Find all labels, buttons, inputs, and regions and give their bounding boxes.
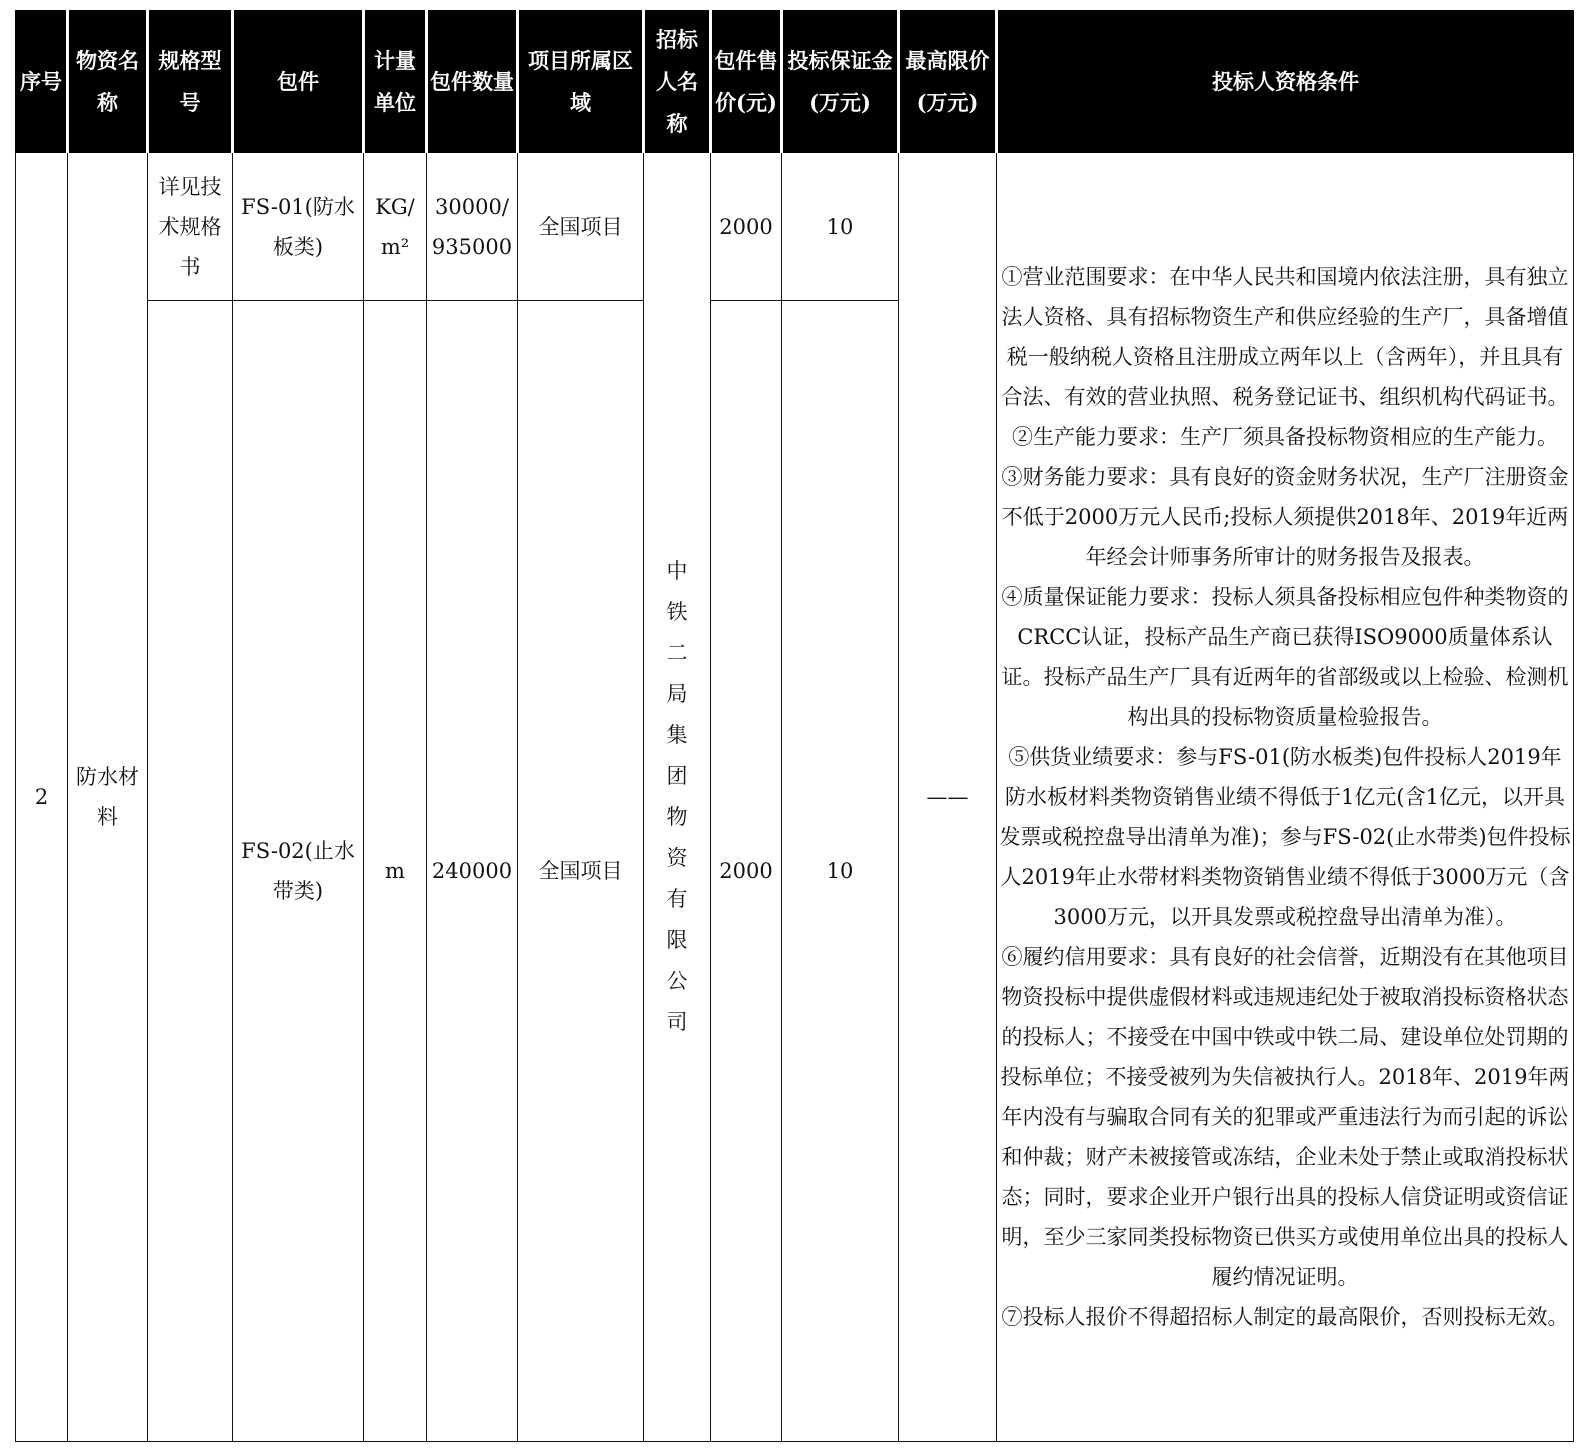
cell-name: 防水材料 (68, 153, 148, 1442)
qualification-item: ⑦投标人报价不得超招标人制定的最高限价，否则投标无效。 (1001, 1305, 1569, 1329)
cell-deposit-1: 10 (782, 153, 899, 301)
cell-region-1: 全国项目 (518, 153, 644, 301)
qualification-item: ④质量保证能力要求：投标人须具备投标相应包件种类物资的CRCC认证，投标产品生产商已获得ISO9000质量体系认证。投标产品生产厂具有近两年的省部级或以上检验、检测机构出具的投标物资质量检验报告。 (1001, 585, 1569, 729)
qualification-item: ⑤供货业绩要求：参与FS-01(防水板类)包件投标人2019年防水板材料类物资销售业绩不得低于1亿元(含1亿元，以开具发票或税控盘导出清单为准)；参与FS-02(止水带类)包件投标人2019年止水带材料类物资销售业绩不得低于3000万元（含3000万元，以开具发票或税控盘导出清单为准）。 (999, 745, 1571, 929)
header-seq: 序号 (16, 11, 68, 153)
cell-maxprice: —— (899, 153, 997, 1442)
header-deposit: 投标保证金(万元) (782, 11, 899, 153)
cell-spec: 详见技术规格书 (148, 153, 233, 301)
header-name: 物资名称 (68, 11, 148, 153)
cell-qualification (997, 153, 1574, 1442)
header-qty: 包件数量 (427, 11, 518, 153)
tenderer-name: 中铁二局集团物资有限公司 (666, 559, 688, 1034)
cell-package-1: FS-01(防水板类) (233, 153, 364, 301)
header-row (16, 11, 1574, 153)
cell-unit-1: KG/m² (364, 153, 427, 301)
cell-tenderer (644, 153, 711, 1442)
header-qualification: 投标人资格条件 (997, 11, 1574, 153)
cell-seq: 2 (16, 153, 68, 1442)
header-price: 包件售价(元) (711, 11, 782, 153)
cell-price-2: 2000 (711, 301, 782, 1442)
bid-table (15, 10, 1574, 1442)
cell-price-1: 2000 (711, 153, 782, 301)
header-spec: 规格型号 (148, 11, 233, 153)
table-row (16, 153, 1574, 301)
cell-unit-2: m (364, 301, 427, 1442)
header-region: 项目所属区域 (518, 11, 644, 153)
qualification-item: ②生产能力要求：生产厂须具备投标物资相应的生产能力。 (1012, 425, 1558, 449)
cell-deposit-2: 10 (782, 301, 899, 1442)
cell-region-2: 全国项目 (518, 301, 644, 1442)
header-package: 包件 (233, 11, 364, 153)
header-tenderer: 招标人名称 (644, 11, 711, 153)
header-maxprice: 最高限价(万元) (899, 11, 997, 153)
qualification-item: ⑥履约信用要求：具有良好的社会信誉，近期没有在其他项目物资投标中提供虚假材料或违规违纪处于被取消投标资格状态的投标人；不接受在中国中铁或中铁二局、建设单位处罚期的投标单位；不接受被列为失信被执行人。2018年、2019年两年内没有与骗取合同有关的犯罪或严重违法行为而引起的诉讼和仲裁；财产未被接管或冻结，企业未处于禁止或取消投标状态；同时，要求企业开户银行出具的投标人信贷证明或资信证明，至少三家同类投标物资已供买方或使用单位出具的投标人履约情况证明。 (1000, 945, 1570, 1289)
qualification-item: ①营业范围要求：在中华人民共和国境内依法注册，具有独立法人资格、具有招标物资生产和供应经验的生产厂，具备增值税一般纳税人资格且注册成立两年以上（含两年），并且具有合法、有效的营业执照、税务登记证书、组织机构代码证书。 (1001, 265, 1569, 409)
header-unit: 计量单位 (364, 11, 427, 153)
cell-package-2: FS-02(止水带类) (233, 301, 364, 1442)
cell-qty-2: 240000 (427, 301, 518, 1442)
qualification-item: ③财务能力要求：具有良好的资金财务状况，生产厂注册资金不低于2000万元人民币;投标人须提供2018年、2019年近两年经会计师事务所审计的财务报告及报表。 (1001, 465, 1569, 569)
cell-qty-1: 30000/935000 (427, 153, 518, 301)
cell-spec-2 (148, 301, 233, 1442)
